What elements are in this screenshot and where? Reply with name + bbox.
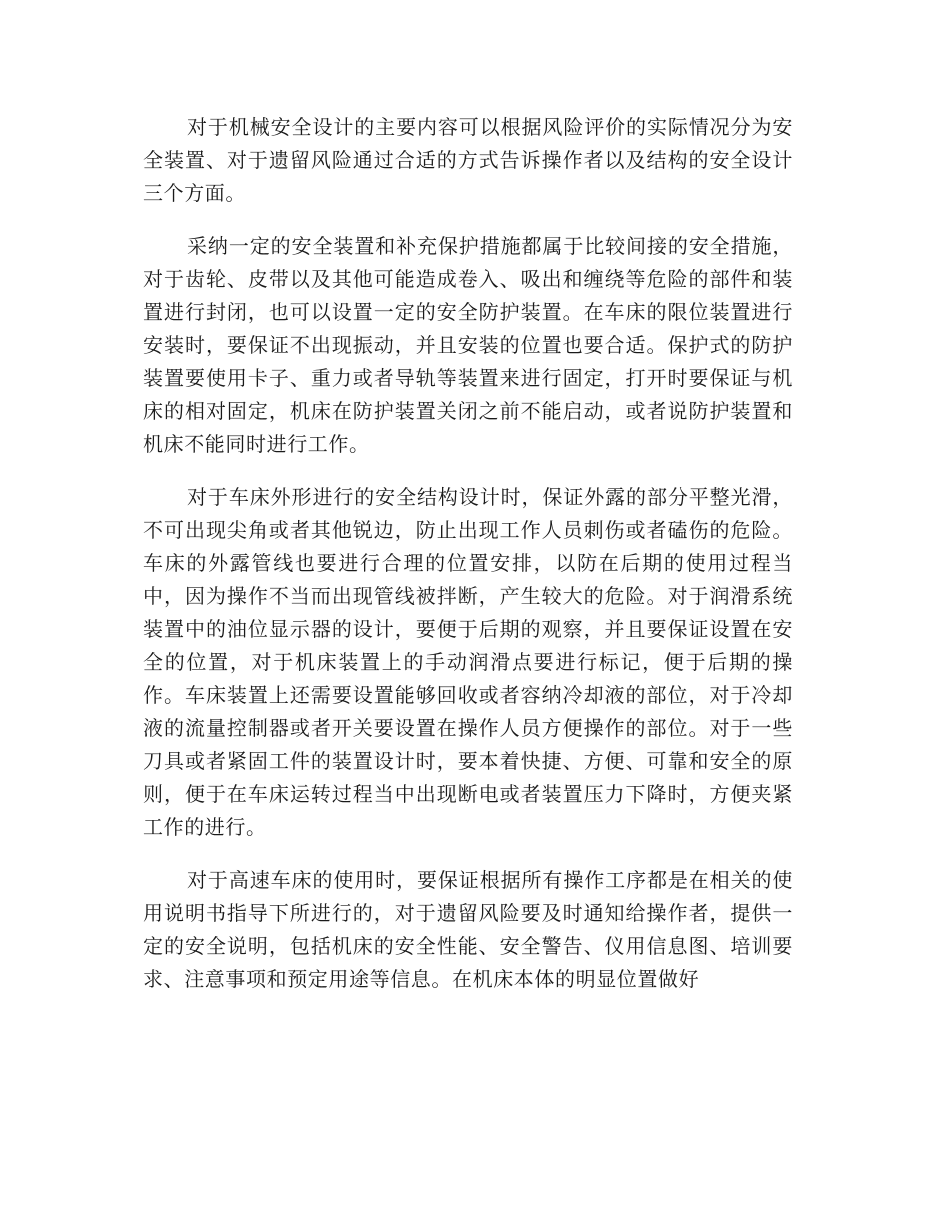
paragraph-2: 采纳一定的安全装置和补充保护措施都属于比较间接的安全措施，对于齿轮、皮带以及其他可能造成卷入、吸出和缠绕等危险的部件和装置进行封闭，也可以设置一定的安全防护装置。在车床的限位装置进行安装时，要保证不出现振动，并且安装的位置也要合适。保护式的防护装置要使用卡子、重力或者导轨等装置来进行固定，打开时要保证与机床的相对固定，机床在防护装置关闭之前不能启动，或者说防护装置和机床不能同时进行工作。 [143,234,793,456]
paragraph-1: 对于机械安全设计的主要内容可以根据风险评价的实际情况分为安全装置、对于遗留风险通过合适的方式告诉操作者以及结构的安全设计三个方面。 [143,115,793,205]
paragraph-3: 对于车床外形进行的安全结构设计时，保证外露的部分平整光滑，不可出现尖角或者其他锐边，防止出现工作人员刺伤或者磕伤的危险。车床的外露管线也要进行合理的位置安排，以防在后期的使用过程当中，因为操作不当而出现管线被拌断，产生较大的危险。对于润滑系统装置中的油位显示器的设计，要便于后期的观察，并且要保证设置在安全的位置，对于机床装置上的手动润滑点要进行标记，便于后期的操作。车床装置上还需要设置能够回收或者容纳冷却液的部位，对于冷却液的流量控制器或者开关要设置在操作人员方便操作的部位。对于一些刀具或者紧固工件的装置设计时，要本着快捷、方便、可靠和安全的原则，便于在车床运转过程当中出现断电或者装置压力下降时，方便夹紧工作的进行。 [143,485,793,839]
document-body [143,111,793,1016]
paragraph-4: 对于高速车床的使用时，要保证根据所有操作工序都是在相关的使用说明书指导下所进行的，对于遗留风险要及时通知给操作者，提供一定的安全说明，包括机床的安全性能、安全警告、仪用信息图、培训要求、注意事项和预定用途等信息。在机床本体的明显位置做好 [143,868,793,991]
